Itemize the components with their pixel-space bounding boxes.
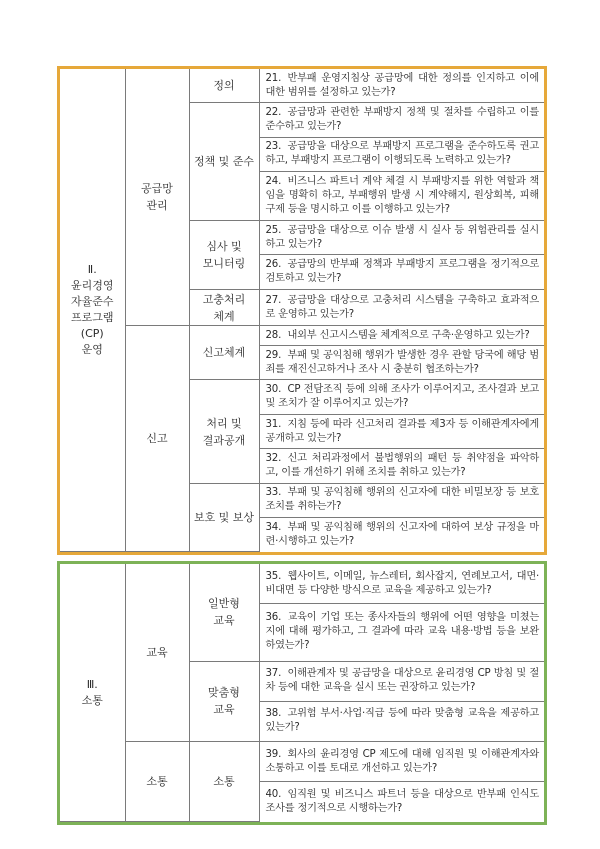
question-number: 36. — [265, 612, 282, 624]
question-text: 공급망을 대상으로 부패방지 프로그램을 준수하도록 권고하고, 부패방지 프로그램이 이행되도록 노력하고 있는가? — [265, 141, 539, 167]
question-number: 21. — [265, 72, 282, 84]
cell-text-line: 고충처리 — [202, 292, 246, 306]
category-name — [189, 483, 259, 551]
question-text: 반부패 운영지침상 공급망에 대한 정의를 인지하고 이에 대한 범위를 설정하고 있는가? — [265, 72, 539, 98]
question-number: 32. — [265, 452, 282, 464]
cell-text-line: 관리 — [146, 199, 168, 213]
section-title — [60, 564, 125, 822]
question-number: 30. — [265, 384, 282, 396]
question-cell — [259, 742, 544, 782]
section-2-box — [57, 66, 547, 555]
question-number: 33. — [265, 487, 282, 499]
cell-text-line: 맞춤형 — [208, 686, 240, 700]
cell-text-line: 교육 — [213, 703, 235, 717]
question-number: 40. — [265, 788, 282, 800]
cell-text-line: 교육 — [213, 614, 235, 628]
cell-text-line: 자율준수 — [70, 295, 114, 308]
question-number: 34. — [265, 521, 282, 533]
question-number: 26. — [265, 259, 282, 271]
question-cell — [259, 103, 544, 137]
question-cell — [259, 137, 544, 171]
question-text: 공급망을 대상으로 이슈 발생 시 실사 등 위험관리를 실시하고 있는가? — [265, 224, 539, 250]
question-row — [60, 742, 544, 782]
question-text: 교육이 기업 또는 종사자들의 행위에 어떤 영향을 미쳤는지에 대해 평가하고, 그 결과에 따라 교육 내용·방법 등을 보완하였는가? — [265, 612, 539, 652]
cell-text-line: 운영 — [81, 343, 103, 356]
question-text: 내외부 신고시스템을 체계적으로 구축·운영하고 있는가? — [287, 329, 530, 341]
question-number: 39. — [265, 748, 282, 760]
question-cell — [259, 255, 544, 289]
question-text: 공급망과 관련한 부패방지 정책 및 절차를 수립하고 이를 준수하고 있는가? — [265, 107, 539, 133]
question-cell — [259, 69, 544, 103]
question-number: 25. — [265, 224, 282, 236]
cell-text-line: 정책 및 준수 — [193, 155, 255, 169]
cell-text-line: 프로그램 — [70, 311, 114, 324]
question-cell — [259, 414, 544, 448]
category-name — [189, 661, 259, 742]
question-cell — [259, 483, 544, 517]
question-cell — [259, 380, 544, 414]
question-text: CP 전담조직 등에 의해 조사가 이루어지고, 조사결과 보고 및 조치가 잘 이루어지고 있는가? — [265, 384, 539, 410]
category-name — [189, 103, 259, 221]
question-text: 부패 및 공익침해 행위가 발생한 경우 관할 당국에 해당 범죄를 재진신고하거나 조사 시 충분히 협조하는가? — [265, 349, 539, 375]
question-text: 웹사이트, 이메일, 뉴스레터, 회사잡지, 연례보고서, 대면·비대면 등 다양한 방식으로 교육을 제공하고 있는가? — [265, 570, 539, 596]
cell-text-line: 결과공개 — [202, 433, 246, 447]
cell-text-line: 공급망 — [141, 182, 173, 196]
question-cell — [259, 289, 544, 325]
question-text: 신고 처리과정에서 불법행위의 패턴 등 취약점을 파악하고, 이를 개선하기 위해 조치를 취하고 있는가? — [265, 452, 539, 478]
cell-text-line: 소통 — [81, 693, 103, 707]
question-number: 35. — [265, 570, 282, 582]
cell-text-line: Ⅲ. — [86, 677, 98, 691]
question-cell — [259, 701, 544, 741]
question-row — [60, 326, 544, 346]
cell-text-line: 처리 및 — [206, 416, 242, 430]
cell-text-line: 신고체계 — [202, 346, 246, 360]
question-cell — [259, 604, 544, 661]
question-row — [60, 564, 544, 604]
section-3-table — [60, 564, 544, 822]
question-number: 38. — [265, 708, 282, 720]
section-title — [60, 69, 125, 552]
subsection-name — [125, 69, 189, 326]
question-number: 27. — [265, 294, 282, 306]
question-text: 공급망을 대상으로 고충처리 시스템을 구축하고 효과적으로 운영하고 있는가? — [265, 294, 539, 320]
question-text: 공급망의 반부패 정책과 부패방지 프로그램을 정기적으로 검토하고 있는가? — [265, 259, 539, 285]
section-3-box — [57, 561, 547, 825]
cell-text-line: 체계 — [213, 309, 235, 323]
question-number: 31. — [265, 418, 282, 430]
category-name — [189, 564, 259, 661]
question-cell — [259, 661, 544, 701]
question-number: 23. — [265, 141, 282, 153]
cell-text-line: 보호 및 보상 — [193, 510, 255, 524]
category-name — [189, 742, 259, 822]
cell-text-line: 심사 및 — [206, 239, 242, 253]
question-number: 37. — [265, 668, 282, 680]
cell-text-line: 신고 — [146, 432, 168, 446]
question-text: 이해관계자 및 공급망을 대상으로 윤리경영 CP 방침 및 절차 등에 대한 교육을 실시 또는 권장하고 있는가? — [265, 668, 539, 694]
question-number: 22. — [265, 107, 282, 119]
question-number: 24. — [265, 176, 282, 188]
category-name — [189, 326, 259, 380]
section-2-table — [60, 69, 544, 552]
cell-text-line: 모니터링 — [202, 256, 246, 270]
subsection-name — [125, 742, 189, 822]
question-cell — [259, 517, 544, 551]
question-cell — [259, 449, 544, 483]
question-text: 비즈니스 파트너 계약 체결 시 부패방지를 위한 역할과 책임을 명확히 하고, 부패행위 발생 시 계약해지, 원상회복, 피해구제 등을 명시하고 이를 이행하고 있는가? — [265, 176, 539, 216]
category-name — [189, 380, 259, 483]
question-text: 부패 및 공익침해 행위의 신고자에 대하여 보상 규정을 마련·시행하고 있는가? — [265, 521, 539, 547]
question-cell — [259, 326, 544, 346]
cell-text-line: 정의 — [213, 79, 235, 93]
question-number: 29. — [265, 349, 282, 361]
cell-text-line: 소통 — [146, 775, 168, 789]
category-name — [189, 289, 259, 325]
question-text: 지침 등에 따라 신고처리 결과를 제3자 등 이해관계자에게 공개하고 있는가? — [265, 418, 539, 444]
cell-text-line: 교육 — [146, 646, 168, 660]
question-cell — [259, 346, 544, 380]
cell-text-line: 일반형 — [208, 597, 240, 611]
question-text: 부패 및 공익침해 행위의 신고자에 대한 비밀보장 등 보호조치를 취하는가? — [265, 487, 539, 513]
subsection-name — [125, 326, 189, 552]
cell-text-line: 윤리경영 — [70, 279, 114, 292]
category-name — [189, 69, 259, 103]
question-cell — [259, 221, 544, 255]
category-name — [189, 221, 259, 290]
question-text: 회사의 윤리경영 CP 제도에 대해 임직원 및 이해관계자와 소통하고 이를 토대로 개선하고 있는가? — [265, 748, 539, 774]
question-number: 28. — [265, 329, 282, 341]
cell-text-line: Ⅱ. — [87, 263, 97, 276]
question-row — [60, 69, 544, 103]
question-text: 임직원 및 비즈니스 파트너 등을 대상으로 반부패 인식도 조사를 정기적으로 시행하는가? — [265, 788, 539, 814]
cell-text-line: (CP) — [80, 327, 104, 340]
subsection-name — [125, 564, 189, 742]
question-cell — [259, 782, 544, 822]
question-cell — [259, 564, 544, 604]
question-text: 고위험 부서·사업·직급 등에 따라 맞춤형 교육을 제공하고 있는가? — [265, 708, 539, 734]
cell-text-line: 소통 — [213, 775, 235, 789]
question-cell — [259, 172, 544, 221]
